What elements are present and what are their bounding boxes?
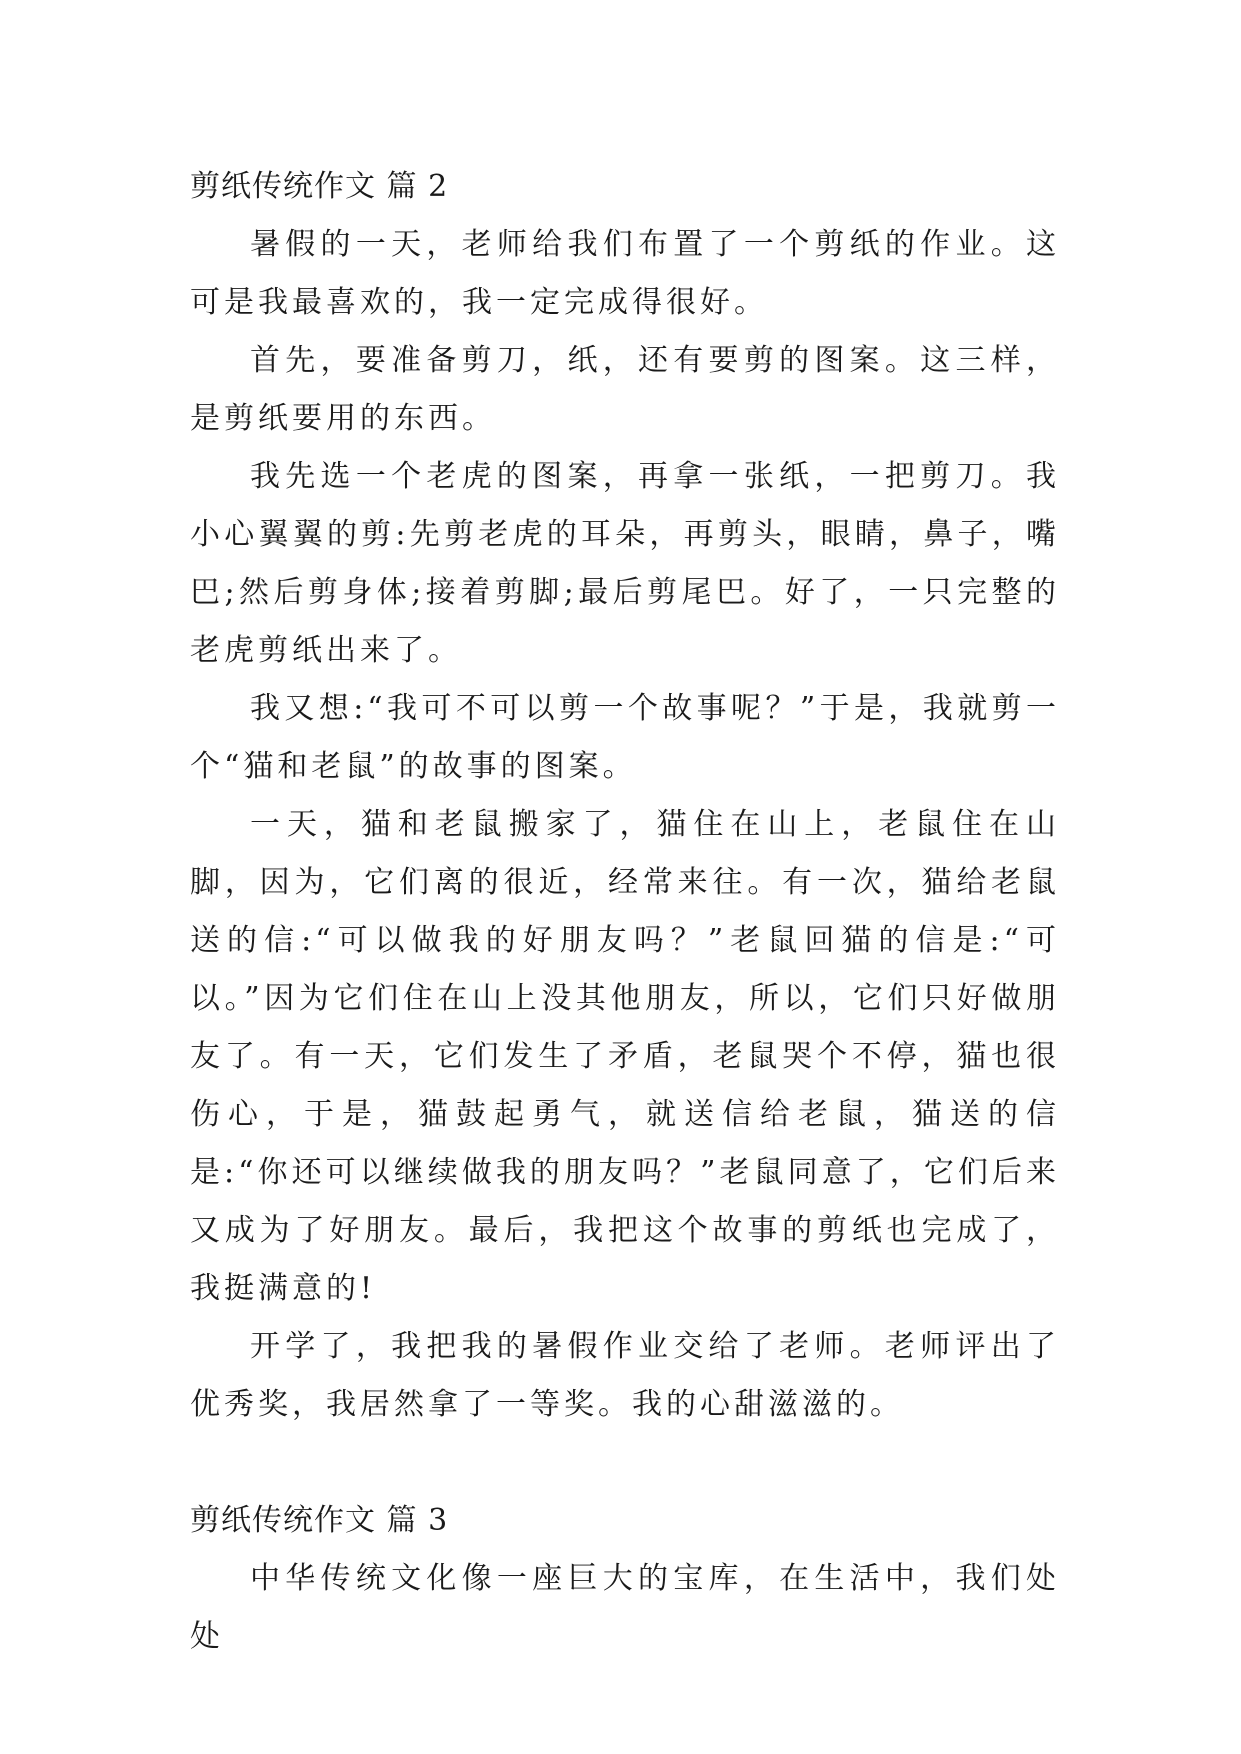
section-2-paragraph-1: 暑假的一天，老师给我们布置了一个剪纸的作业。这可是我最喜欢的，我一定完成得很好。 <box>190 227 1060 320</box>
section-3-paragraph-1: 中华传统文化像一座巨大的宝库，在生活中，我们处处 <box>190 1561 1060 1654</box>
section-2-paragraph-2: 首先，要准备剪刀，纸，还有要剪的图案。这三样，是剪纸要用的东西。 <box>190 343 1060 436</box>
section-2-paragraph-3: 我先选一个老虎的图案，再拿一张纸，一把剪刀。我小心翼翼的剪:先剪老虎的耳朵，再剪头，眼睛，鼻子，嘴巴;然后剪身体;接着剪脚;最后剪尾巴。好了，一只完整的老虎剪纸出来了。 <box>190 459 1060 668</box>
section-2-paragraph-6: 开学了，我把我的暑假作业交给了老师。老师评出了优秀奖，我居然拿了一等奖。我的心甜滋滋的。 <box>190 1329 1060 1422</box>
section-spacer <box>190 1434 1060 1492</box>
section-2-heading: 剪纸传统作文 篇 2 <box>190 169 449 204</box>
section-2-paragraph-5: 一天，猫和老鼠搬家了，猫住在山上，老鼠住在山脚，因为，它们离的很近，经常来往。有一次，猫给老鼠送的信:“可以做我的好朋友吗？”老鼠回猫的信是:“可以。”因为它们住在山上没其他朋友，所以，它们只好做朋友了。有一天，它们发生了矛盾，老鼠哭个不停，猫也很伤心，于是，猫鼓起勇气，就送信给老鼠，猫送的信是:“你还可以继续做我的朋友吗？”老鼠同意了，它们后来又成为了好朋友。最后，我把这个故事的剪纸也完成了，我挺满意的! <box>190 807 1060 1306</box>
section-3-heading: 剪纸传统作文 篇 3 <box>190 1503 449 1538</box>
document-page <box>190 158 1060 1666</box>
section-2-paragraph-4: 我又想:“我可不可以剪一个故事呢？”于是，我就剪一个“猫和老鼠”的故事的图案。 <box>190 691 1060 784</box>
